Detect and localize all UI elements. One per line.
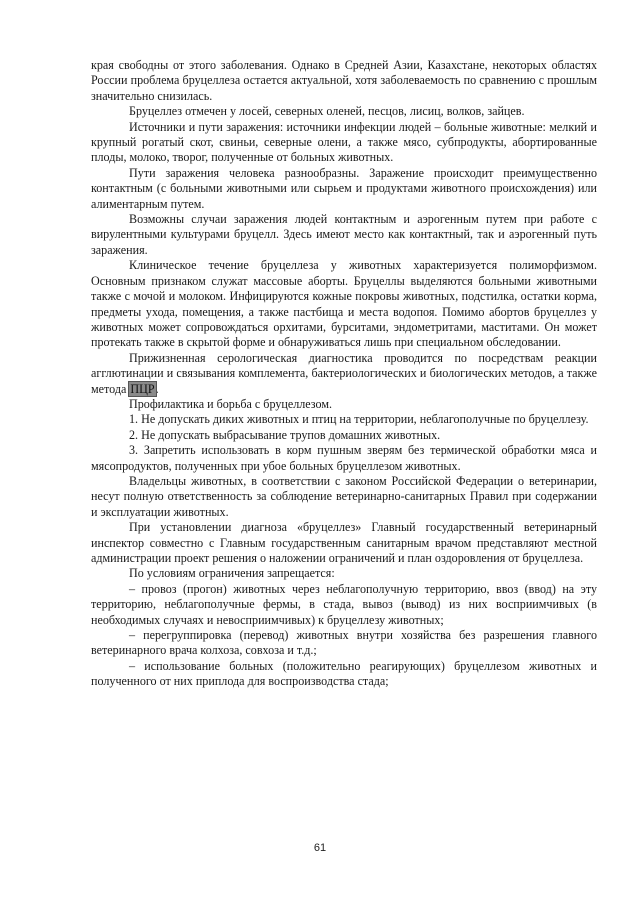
paragraph: Пути заражения человека разнообразны. Заражение происходит преимущественно контактным (с больными животными или сырьем и продуктами животного происхождения) или алиментарным путем. bbox=[91, 165, 597, 211]
list-item: – использование больных (положительно реагирующих) бруцеллезом животных и полученного от них приплода для воспроизводства стада; bbox=[91, 658, 597, 689]
list-item: 3. Запретить использовать в корм пушным зверям без термической обработки мяса и мясопродуктов, полученных при убое больных бруцеллезом животных. bbox=[91, 443, 597, 473]
list-item: 1. Не допускать диких животных и птиц на территории, неблагополучные по бруцеллезу. bbox=[129, 412, 589, 427]
paragraph: При установлении диагноза «бруцеллез» Главный государственный ветеринарный инспектор совместно с Главным государственным санитарным врачом представляют местной администрации проект решения о наложении ограничений и план оздоровления от бруцеллеза. bbox=[91, 520, 597, 565]
list-item: – перегруппировка (перевод) животных внутри хозяйства без разрешения главного ветеринарного врача колхоза, совхоза и т.д.; bbox=[91, 628, 597, 658]
paragraph: Владельцы животных, в соответствии с законом Российской Федерации о ветеринарии, несут полную ответственность за соблюдение ветеринарно-санитарных Правил при содержании и эксплуатации животных. bbox=[91, 473, 597, 519]
paragraph: По условиям ограничения запрещается: bbox=[129, 566, 335, 581]
highlighted-term: ПЦР bbox=[130, 381, 155, 396]
list-item: 2. Не допускать выбрасывание трупов домашних животных. bbox=[129, 427, 441, 442]
paragraph: Клиническое течение бруцеллеза у животных характеризуется полиморфизмом. Основным признаком служат массовые аборты. Бруцеллы выделяются больными животными также с мочой и молоком. Инфицируются кожные покровы животных, подстилка, остатки корма, предметы ухода, помещения, а также пастбища и места водопоя. Помимо абортов бруцеллез у животных может сопровождаться орхитами, бурситами, эндометритами, маститами. Он может протекать также в скрытой форме и обнаруживаться лишь при специальном обследовании. bbox=[91, 258, 597, 350]
paragraph: Возможны случаи заражения людей контактным и аэрогенным путем при работе с вирулентными культурами бруцелл. Здесь имеют место как контактный, так и аэрогенный путь заражения. bbox=[91, 212, 597, 257]
document-body bbox=[91, 58, 597, 690]
paragraph: Бруцеллез отмечен у лосей, северных оленей, песцов, лисиц, волков, зайцев. bbox=[129, 104, 525, 119]
paragraph-text: Прижизненная серологическая диагностика проводится по посредствам реакции агглютинации и связывания комплемента, бактериологических и биологических методов, а также метода bbox=[91, 350, 597, 396]
list-item: – провоз (прогон) животных через неблагополучную территорию, ввоз (ввод) на эту территорию, неблагополучные фермы, в стада, вывоз (вывод) из них восприимчивых (в необходимых случаях и невосприимчивых) к бруцеллезу животных; bbox=[91, 581, 597, 627]
section-heading: Профилактика и борьба с бруцеллезом. bbox=[129, 396, 333, 411]
paragraph bbox=[91, 351, 597, 397]
paragraph: края свободны от этого заболевания. Однако в Средней Азии, Казахстане, некоторых областях России проблема бруцеллеза остается актуальной, хотя заболеваемость по сравнению с прошлым значительно снизилась. bbox=[91, 58, 597, 103]
page-number: 61 bbox=[313, 842, 327, 854]
paragraph: Источники и пути заражения: источники инфекции людей – больные животные: мелкий и крупный рогатый скот, свиньи, северные олени, а также мясо, субпродукты, абортированные плоды, молоко, творог, полученные от больных животных. bbox=[91, 119, 597, 165]
paragraph-text-end: . bbox=[155, 381, 159, 396]
